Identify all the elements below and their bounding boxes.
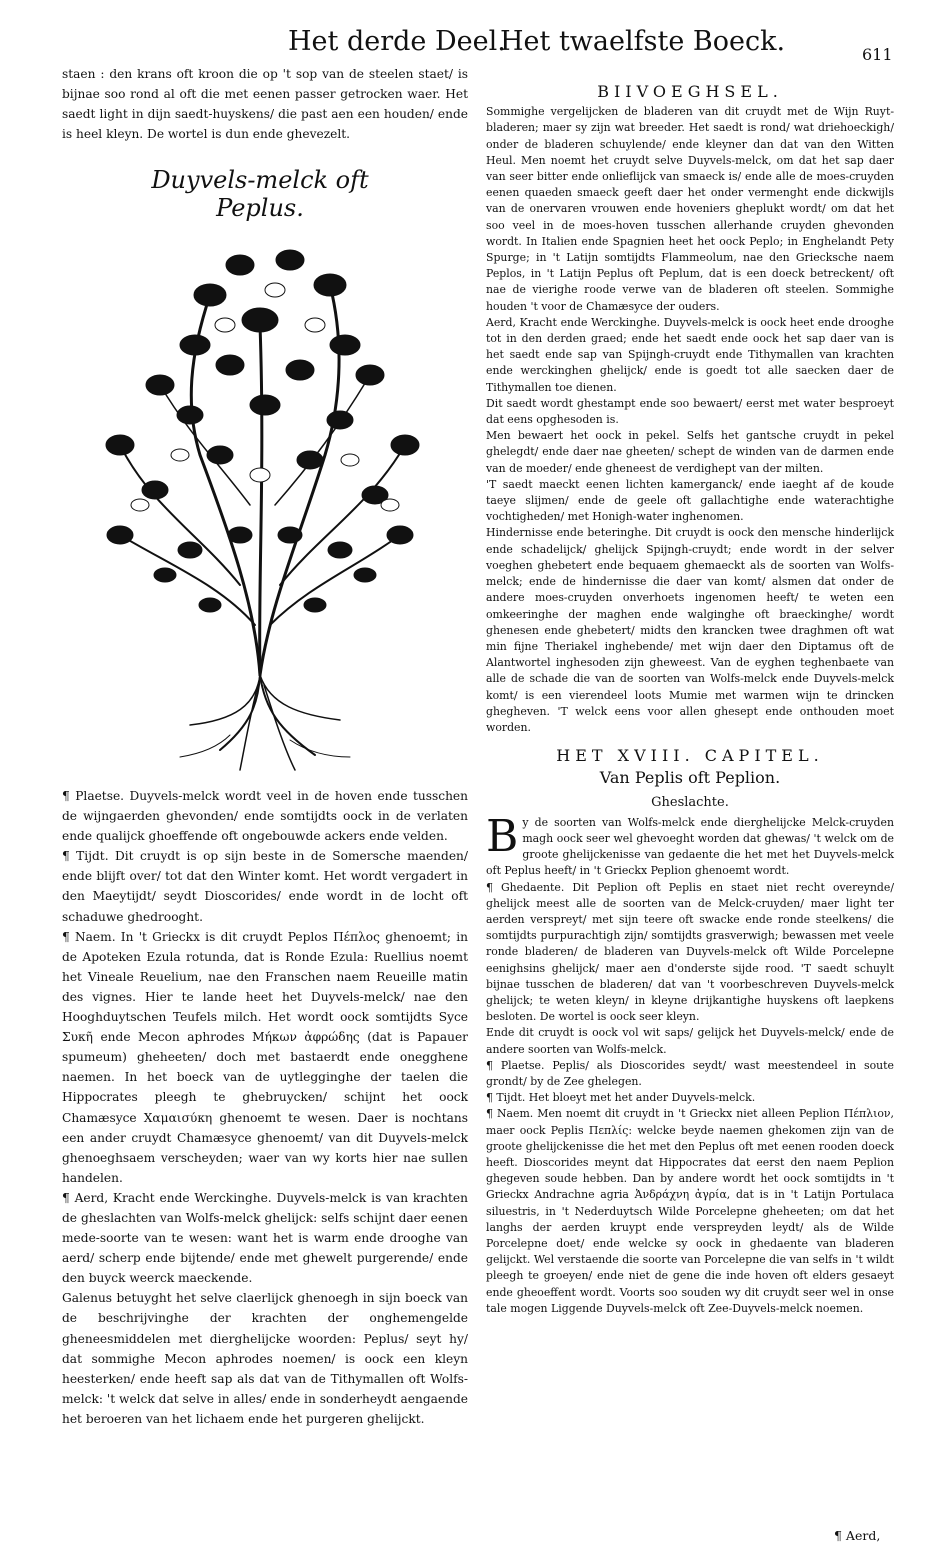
left-paragraph-naem: ¶ Naem. In 't Grieckx is dit cruydt Peplos Πέπλος ghenoemt; in de Apoteken Ezula rotunda, dat is Ronde Ezula: Ruellius noemt het Vineale Reuelium, nae den Franschen naem Reueille matin des vignes. Hier te lande heet het Duyvels-melck/ nae den Hooghduytschen Teufels milch. Het wordt oock somtijdts Syce Συκῆ ende Mecon aphrodes Μήκων ἀφρώδης (dat is Papauer spumeum) gheheeten/ doch met bastaerdt ende onegghene naemen. In het boeck van de uytlegginghe der taelen die Hippocrates pleegh te ghebruycken/ schijnt het oock Chamæsyce Χαμαισύκη ghenoemt te wesen. Daer is nochtans een ander cruydt Chamæsyce ghenoemt/ van dit Duyvels-melck ghenoeghsaem verscheyden; waer van wy korts hier nae sullen handelen. [62, 929, 468, 1185]
left-body [62, 786, 468, 1429]
section-heading-bijvoeghsel: BIIVOEGHSEL. [597, 82, 783, 101]
right-paragraph-tijdt: ¶ Tijdt. Het bloeyt met het ander Duyvels-melck. [486, 1091, 756, 1105]
chapter-heading: HET XVIII. CAPITEL. [556, 746, 824, 766]
bijvoeghsel-paragraph: Aerd, Kracht ende Werckinghe. Duyvels-melck is oock heet ende drooghe tot in den derden graed; ende het saedt ende oock het sap daer van is het saedt ende sap van Spijngh-cruydt ende Tithymallen van krachten ende werckinghen ghelijck/ ende is goedt tot alle saecken daer de Tithymallen toe dienen. [486, 315, 894, 394]
page-number: 611 [862, 45, 893, 64]
left-paragraph-galenus: Galenus betuyght het selve claerlijck ghenoegh in sijn boeck van de beschrijvinghe der krachten der onghemengelde gheneesmiddelen met dierghelijcke woorden: Peplus/ seyt hy/ dat sommighe Mecon aphrodes noemen/ is oock een kleyn heesterken/ ende heeft sap als dat van de Tithymallen oft Wolfs-melck: 't welck dat selve in alles/ ende in sonderheydt aengaende het beroeren van het lichaem ende het purgeren ghelijckt. [62, 1291, 468, 1426]
left-intro-text: staen : den krans oft kroon die op 't sop van de steelen staet/ is bijnae soo rond al oft die met eenen passer getrocken waer. Het saedt light in dijn saedt-huyskens/ die past aen een houden/ ende is heel kleyn. De wortel is dun ende ghevezelt. [62, 67, 468, 142]
left-paragraph-tijdt: ¶ Tijdt. Dit cruydt is op sijn beste in de Somersche maenden/ ende blijft over/ tot dat den Winter komt. Het wordt vergadert in den Maeytijdt/ seydt Dioscorides/ ende wordt in de locht oft schaduwe ghedrooght. [62, 849, 468, 924]
chapter-subtitle: Van Peplis oft Peplion. [599, 768, 781, 788]
chapter-intro [486, 810, 894, 880]
section-gheslachte: Gheslachte. [651, 794, 729, 810]
bijvoeghsel-paragraph: Dit saedt wordt ghestampt ende soo bewaert/ eerst met water besproeyt dat eens opghesoden is. [486, 396, 894, 427]
right-column [486, 84, 894, 1317]
left-paragraph-aerd: ¶ Aerd, Kracht ende Werckinghe. Duyvels-melck is van krachten de gheslachten van Wolfs-melck ghelijck: selfs schijnt daer eenen mede-soorte van te wesen: want het is warm ende drooghe van aerd/ scherp ende bijtende/ ende met ghewelt purgerende/ ende den buyck weerck maeckende. [62, 1190, 468, 1286]
peplus-woodcut-illustration [80, 205, 440, 775]
left-intro [62, 64, 468, 144]
bijvoeghsel-paragraph: Hindernisse ende beteringhe. Dit cruydt is oock den mensche hinderlijck ende schadelijck/ ghelijck Spijngh-cruydt; ende wordt in der selver voeghen ghebetert ende bequaem ghemaeckt als de soorten van Wolfs-melck; ende de hindernisse die daer van komt/ alsmen dat onder de andere moes-cruyden onverhoets ingenomen heeft/ te weten een omkeeringhe der maghen ende walginghe oft braeckinghe/ wordt ghenesen ende ghebetert/ midts den krancken twee draghmen oft wat min fijne Theriakel inghebende/ met wijn daer den Diptamus oft de Alantwortel inghesoden zijn gheweest. Van de eyghen teghenbaete van alle de schade die van de soorten van Wolfs-melck ende Duyvels-melck komt/ is een vierendeel loots Mumie met warmen wijn te drincken ghegheven. 'T welck eens voor allen ghesept ende onthouden moet worden. [486, 526, 894, 734]
right-paragraph-ghedaente: ¶ Ghedaente. Dit Peplion oft Peplis en staet niet recht overeynde/ ghelijck meest alle de soorten van de Melck-cruyden/ maer light ter aerden verspreyt/ met sijn teere oft swacke ende ronde steelkens/ die somtijdts purpurachtigh zijn/ somtijdts grasverwigh; bewassen met veele ronde bladeren/ de bladeren van Duyvels-melck oft Wilde Porcelepne eenighsins ghelijck/ maer aen d'onderste sijde rood. 'T saedt schuylt bijnae tusschen de bladeren/ dat van 't voorbeschreven Duyvels-melck ghelijck; te weten kleyn/ in kleyne drijkantighe huyskens oft laepkens besloten. De wortel is oock seer kleyn. [486, 880, 894, 1024]
plant-title: Duyvels-melck oft Peplus. [151, 166, 369, 222]
drop-cap: B [486, 810, 519, 862]
right-paragraph-plaetse: ¶ Plaetse. Peplis/ als Dioscorides seydt/ wast meestendeel in soute grondt/ by de Zee ghelegen. [486, 1058, 894, 1088]
running-head-right: Het twaelfste Boeck. [500, 26, 786, 57]
running-head-left: Het derde Deel. [288, 26, 506, 57]
chapter-intro-text: y de soorten van Wolfs-melck ende dierghelijcke Melck-cruyden magh oock seer wel ghevoeght worden dat ghewas/ 't welck om de groote ghelijckenisse van gedaente die het met het Duyvels-melck oft Peplus heeft/ in 't Grieckx Peplion ghenoemt wordt. [486, 815, 894, 878]
right-paragraph-sap: Ende dit cruydt is oock vol wit saps/ gelijck het Duyvels-melck/ ende de andere soorten van Wolfs-melck. [486, 1026, 894, 1056]
bijvoeghsel-paragraph: Sommighe vergelijcken de bladeren van dit cruydt met de Wijn Ruyt-bladeren; maer sy zijn wat breeder. Het saedt is rond/ wat driehoeckigh/ onder de bladeren schuylende/ ende kleyner dan dat van den Witten Heul. Men noemt het cruydt selve Duyvels-melck, om dat het sap daer van seer bitter ende onlieflijck van smaeck is/ ende alle de moes-cruyden eenen quaeden smaeck geeft daer het onder vermenght ende dickwijls van de onervaren vrouwen ende hoveniers gheplukt wordt/ om dat het soo veel in de moes-hoven tusschen allerhande cruyden ghevonden wordt. In Italien ende Spagnien heet het oock Peplo; in Enghelandt Pety Spurge; in 't Latijn somtijdts Flammeolum, nae den Griecksche naem Peplos, in 't Latijn Peplus oft Peplum, dat is een doeck betreckent/ oft nae de vierighe roode verwe van de bladeren oft steelen. Sommighe houden 't voor de Chamæsyce der ouders. [486, 105, 894, 313]
right-paragraph-naem: ¶ Naem. Men noemt dit cruydt in 't Grieckx niet alleen Peplion Πέπλιον, maer oock Peplis Πεπλίς: welcke beyde naemen ghekomen zijn van de groote ghelijckenisse die het met den Peplus oft met eenen rooden doeck heeft. Dioscorides meynt dat Hippocrates dat eerst den naem Peplion ghegeven soude hebben. Dan by andere wordt het oock somtijdts in 't Grieckx Andrachne agria Ἀνδράχνη ἀγρία, dat is in 't Latijn Portulaca siluestris, in 't Nederduytsch Wilde Porcelepne gheheeten; om dat het langhs der aerden kruypt ende verspreyden leydt/ als de Wilde Porcelepne doet/ ende welcke sy oock in ghedaente van bladeren gelijckt. Wel verstaende die soorte van Porcelepne die van selfs in 't wildt pleegh te groeyen/ ende niet de gene die inde hoven oft elders gesaeyt ende gheoeffent wordt. Voorts soo souden wy dit cruydt seer wel in onse tale mogen Liggende Duyvels-melck oft Zee-Duyvels-melck noemen. [486, 1107, 894, 1315]
bijvoeghsel-paragraph: 'T saedt maeckt eenen lichten kamerganck/ ende iaeght af de koude taeye slijmen/ ende de geele oft gallachtighe ende waterachtighe vochtigheden/ met Honigh-water inghenomen. [486, 477, 894, 524]
bijvoeghsel-paragraph: Men bewaert het oock in pekel. Selfs het gantsche cruydt in pekel ghelegdt/ ende daer nae gheeten/ schept de winden van de darmen ende van de moeder/ ende gheneest de verdighept van der milten. [486, 429, 894, 475]
left-paragraph-plaetse: ¶ Plaetse. Duyvels-melck wordt veel in de hoven ende tusschen de wijngaerden ghevonden/ ende somtijdts oock in de verlaten ende qualijck ghoeffende oft ongebouwde ackers ende velden. [62, 789, 468, 844]
catchword: ¶ Aerd, [834, 1528, 881, 1543]
